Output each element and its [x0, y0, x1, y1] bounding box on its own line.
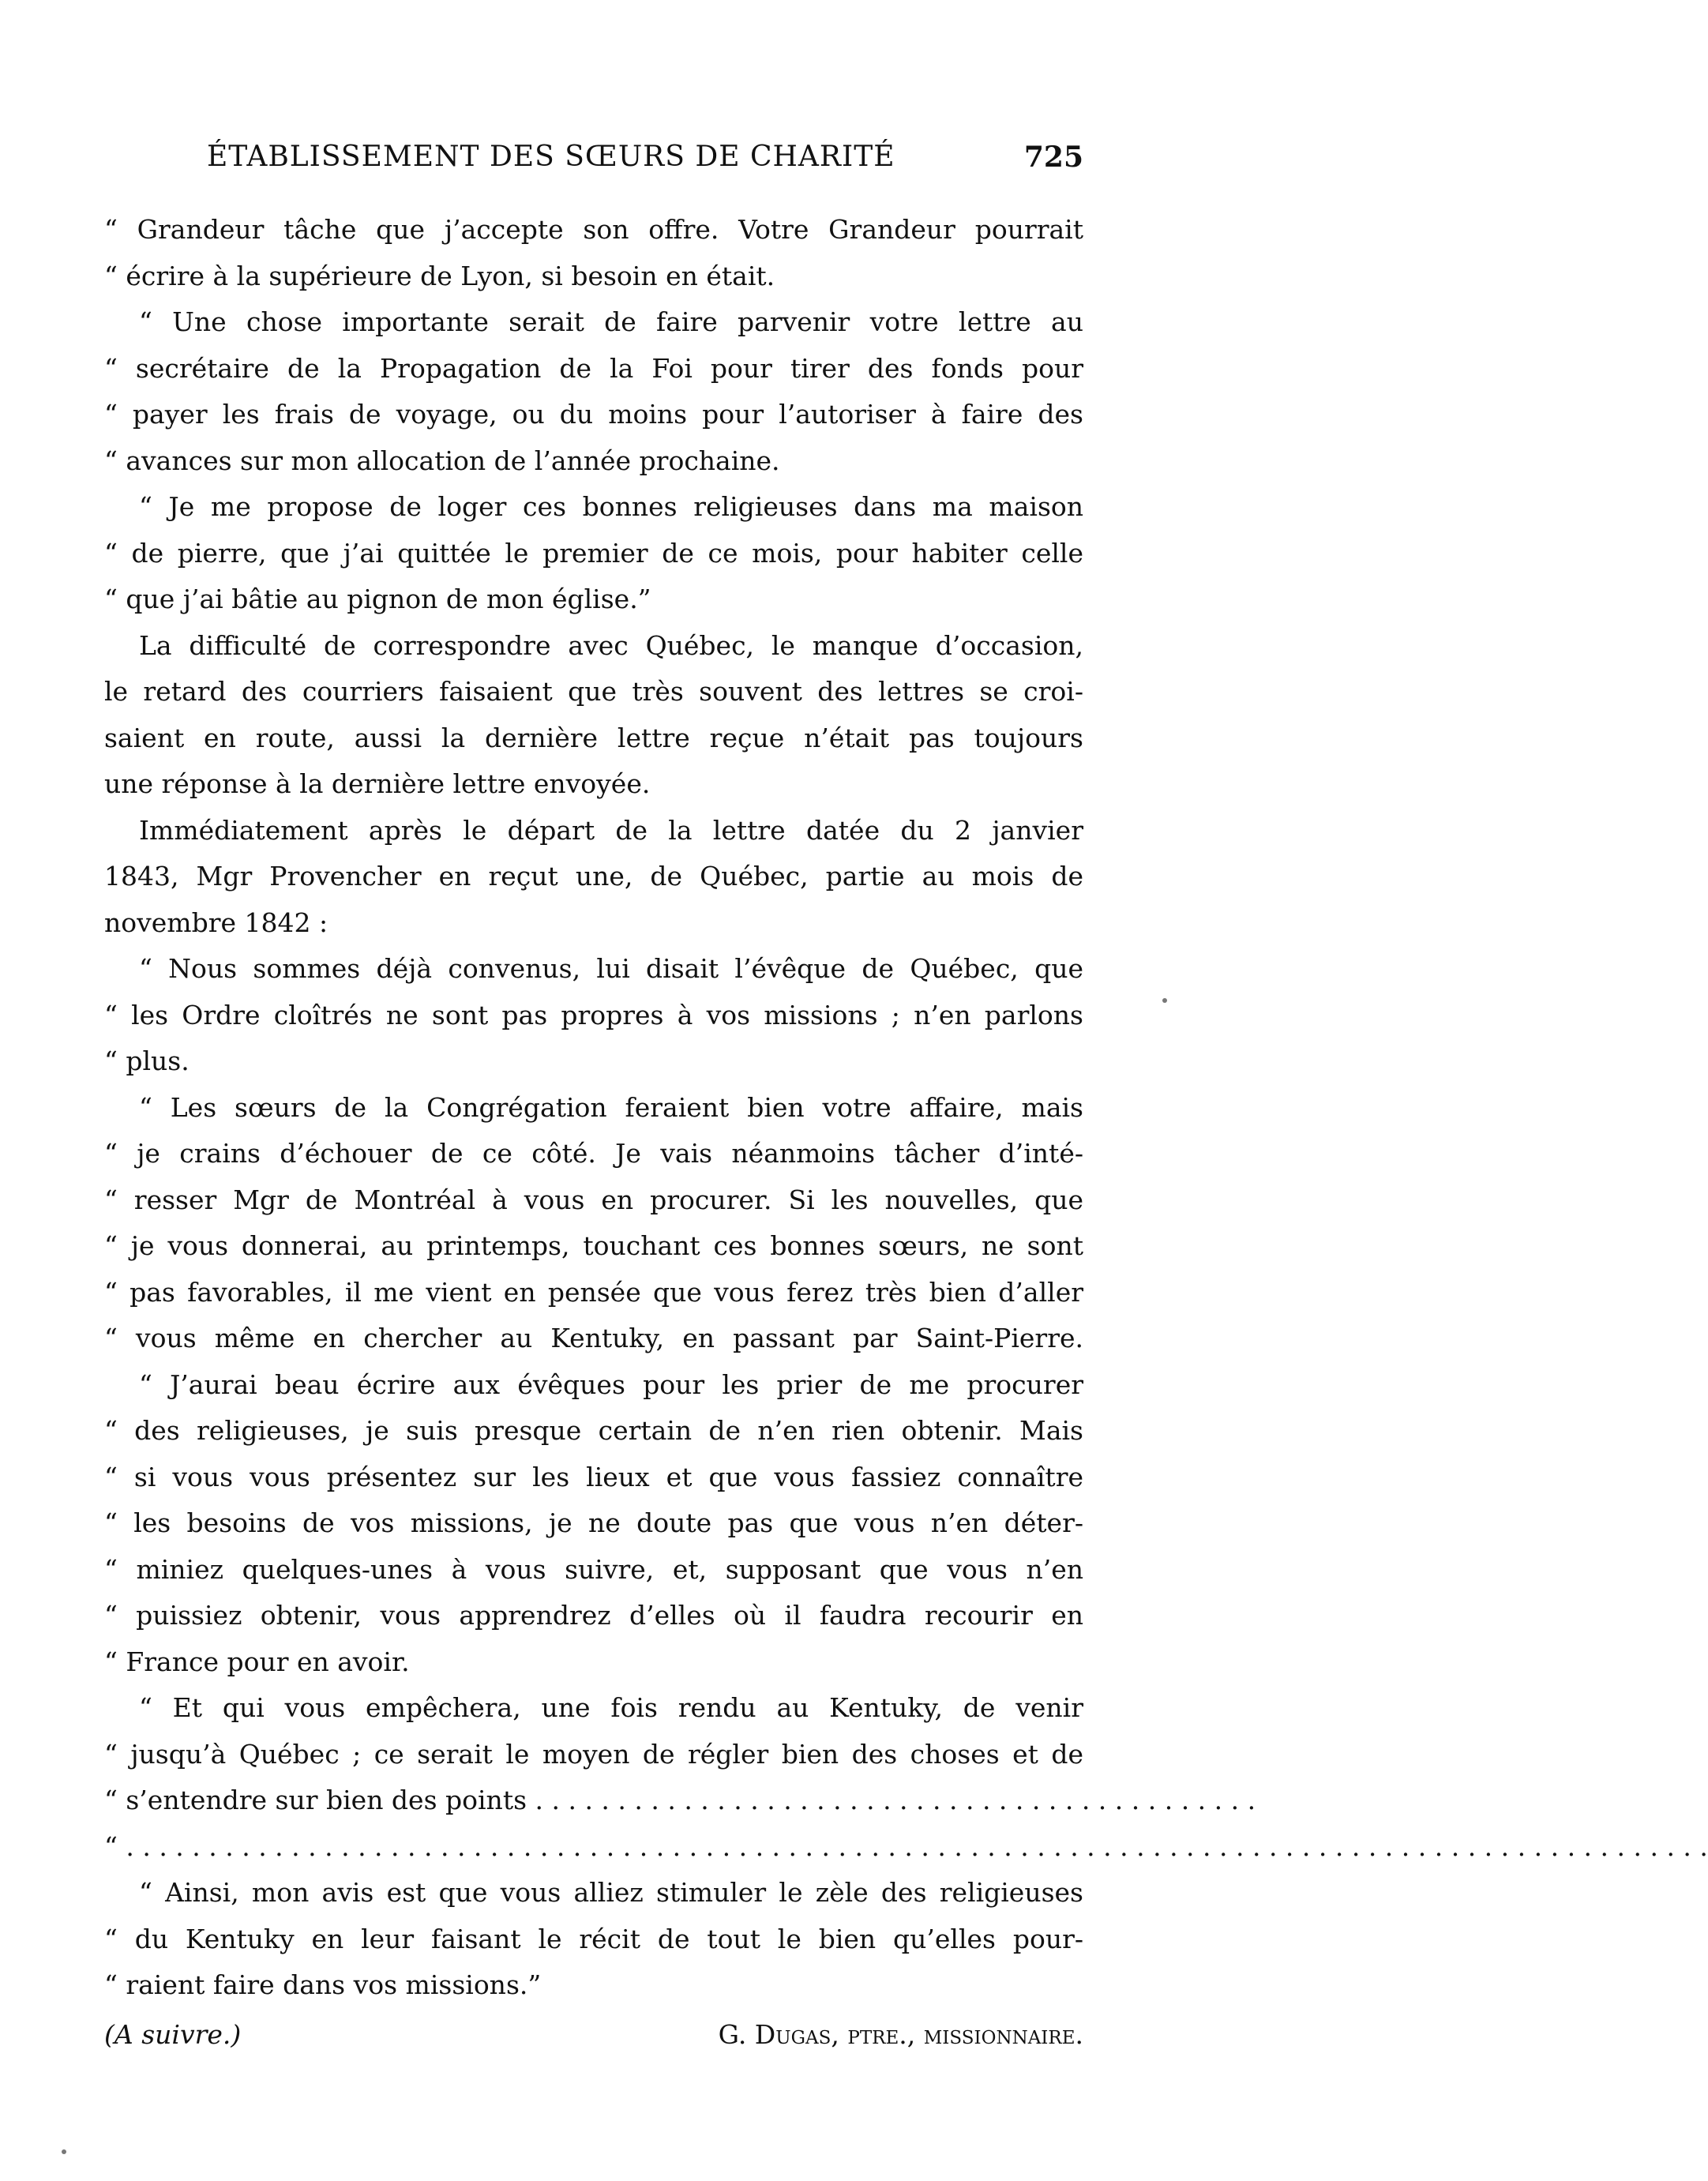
text-line: “ J’aurai beau écrire aux évêques pour les prier de me procurer: [139, 1368, 1083, 1400]
text-line: “ Une chose importante serait de faire parvenir votre lettre au: [139, 306, 1083, 337]
text-line: “ du Kentuky en leur faisant le récit de tout le bien qu’elles pour-: [104, 1923, 1083, 1954]
text-line: “ pas favorables, il me vient en pensée que vous ferez très bien d’aller: [104, 1276, 1083, 1308]
text-line: “ si vous vous présentez sur les lieux et que vous fassiez connaître: [104, 1461, 1083, 1492]
text-line: “ Je me propose de loger ces bonnes religieuses dans ma maison: [139, 491, 1083, 522]
text-line: “ les Ordre cloîtrés ne sont pas propres à vos missions ; n’en parlons: [104, 999, 1083, 1030]
scan-speck: [1162, 998, 1167, 1003]
text-line: “ que j’ai bâtie au pignon de mon église.”: [104, 584, 651, 614]
text-line: “ Les sœurs de la Congrégation feraient bien votre affaire, mais: [139, 1091, 1083, 1123]
text-line: “ Grandeur tâche que j’accepte son offre. Votre Grandeur pourrait: [104, 214, 1083, 245]
scan-speck: [62, 2149, 66, 2154]
text-line: “ les besoins de vos missions, je ne doute pas que vous n’en déter-: [104, 1507, 1083, 1538]
text-body: [104, 207, 1708, 2058]
text-line: “ vous même en chercher au Kentuky, en passant par Saint-Pierre.: [104, 1323, 1083, 1353]
text-line: “ plus.: [104, 1045, 190, 1076]
text-line: “ écrire à la supérieure de Lyon, si besoin en était.: [104, 260, 775, 291]
text-line: “ je crains d’échouer de ce côté. Je vais néanmoins tâcher d’inté-: [104, 1138, 1083, 1169]
text-line: “ France pour en avoir.: [104, 1646, 410, 1677]
running-title: ÉTABLISSEMENT DES SŒURS DE CHARITÉ: [207, 141, 895, 173]
text-line: La difficulté de correspondre avec Québec, le manque d’occasion,: [139, 629, 1083, 661]
text-line: Immédiatement après le départ de la lettre datée du 2 janvier: [139, 814, 1083, 846]
text-line: 1843, Mgr Provencher en reçut une, de Québec, partie au mois de: [104, 861, 1083, 892]
text-line: “ resser Mgr de Montréal à vous en procurer. Si les nouvelles, que: [104, 1184, 1083, 1215]
text-line: “ secrétaire de la Propagation de la Foi pour tirer des fonds pour: [104, 352, 1083, 384]
text-line: “ miniez quelques-unes à vous suivre, et, supposant que vous n’en: [104, 1553, 1083, 1585]
signature-line: [104, 2012, 1083, 2059]
text-line: “ payer les frais de voyage, ou du moins pour l’autoriser à faire des: [104, 399, 1083, 430]
text-line: “ puissiez obtenir, vous apprendrez d’elles où il faudra recourir en: [104, 1600, 1083, 1631]
page-number: 725: [1023, 141, 1083, 174]
text-line: “ Et qui vous empêchera, une fois rendu au Kentuky, de venir: [139, 1692, 1083, 1723]
text-line: “ des religieuses, je suis presque certain de n’en rien obtenir. Mais: [104, 1415, 1083, 1446]
page-header: [104, 141, 1083, 188]
to-follow-note: (A suivre.): [104, 2018, 242, 2050]
text-line: “ jusqu’à Québec ; ce serait le moyen de régler bien des choses et de: [104, 1738, 1083, 1770]
text-line: le retard des courriers faisaient que très souvent des lettres se croi-: [104, 676, 1083, 707]
text-line: “ avances sur mon allocation de l’année prochaine.: [104, 445, 780, 476]
text-line: “ Ainsi, mon avis est que vous alliez stimuler le zèle des religieuses: [139, 1877, 1083, 1908]
text-line: “ raient faire dans vos missions.”: [104, 1969, 542, 2000]
text-line: novembre 1842 :: [104, 907, 328, 938]
text-line: “ je vous donnerai, au printemps, touchant ces bonnes sœurs, ne sont: [104, 1230, 1083, 1261]
text-line: “ s’entendre sur bien des points . . . . . . . . . . . . . . . . . . . . . . . . . . . . . . . . . . . . . . . . . . . .: [104, 1785, 1256, 1815]
text-line: saient en route, aussi la dernière lettre reçue n’était pas toujours: [104, 722, 1083, 753]
author-signature: G. Dugas, ptre., missionnaire.: [718, 2018, 1083, 2050]
text-line: “ de pierre, que j’ai quittée le premier de ce mois, pour habiter celle: [104, 537, 1083, 569]
text-line: une réponse à la dernière lettre envoyée.: [104, 768, 651, 799]
text-line: “ . . . . . . . . . . . . . . . . . . . . . . . . . . . . . . . . . . . . . . . . . . . . . . . . . . . . . . . . . . . . . . . . . . . . . . . . . . . . . . . . . . . . . . . . . . . . . . . .: [104, 1830, 1708, 1862]
text-line: “ Nous sommes déjà convenus, lui disait l’évêque de Québec, que: [139, 953, 1083, 984]
